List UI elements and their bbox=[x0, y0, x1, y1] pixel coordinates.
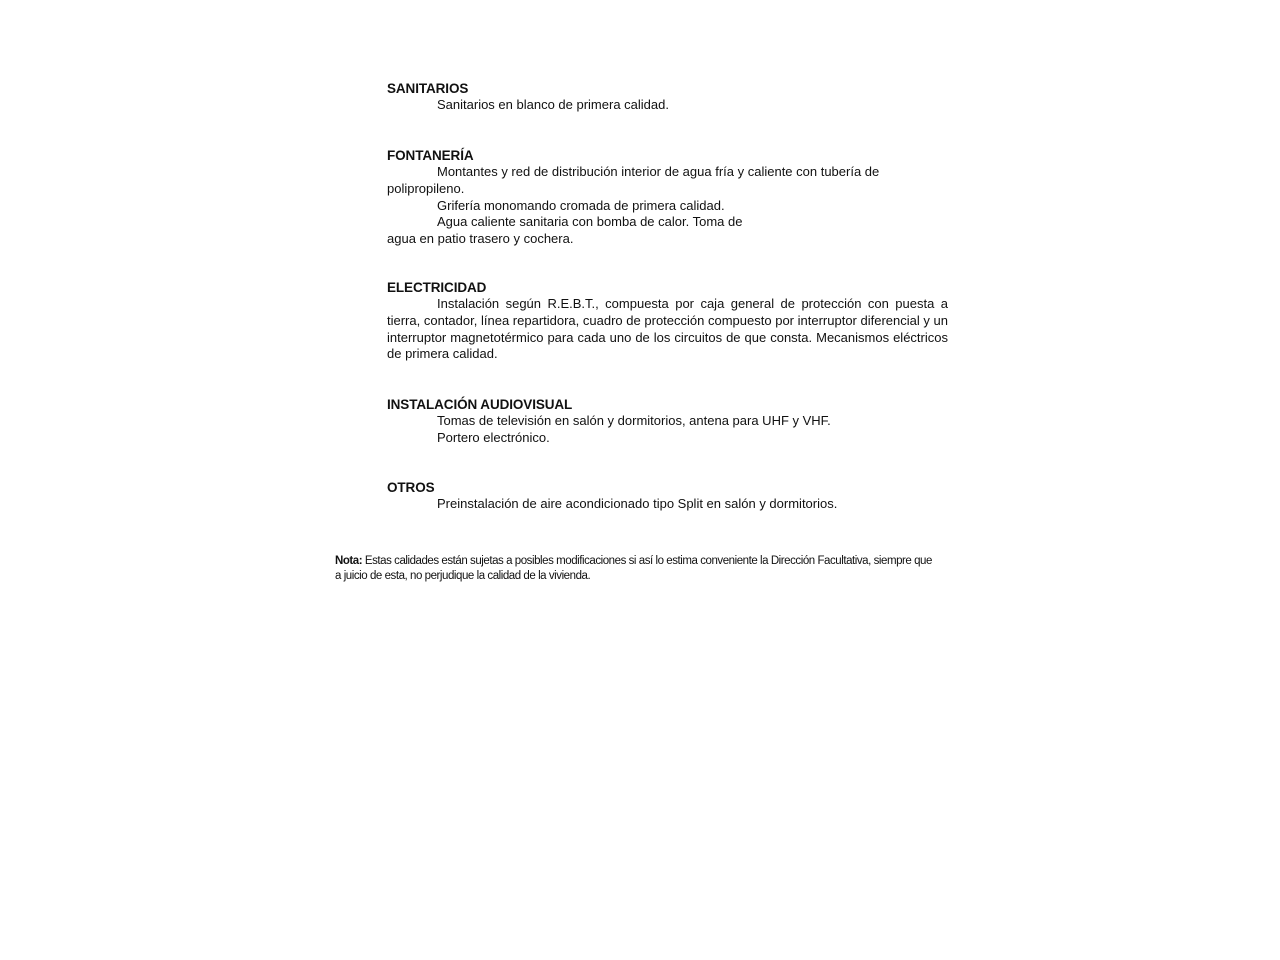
section-sanitarios bbox=[387, 80, 948, 114]
footnote bbox=[335, 554, 935, 583]
section-paragraph: Tomas de televisión en salón y dormitorios, antena para UHF y VHF. bbox=[437, 413, 831, 428]
footnote-text: Estas calidades están sujetas a posibles modificaciones si así lo estima conveniente la Dirección Facultativa, siempre que a juicio de esta, no perjudique la calidad de la vivienda. bbox=[335, 555, 932, 582]
section-title: FONTANERÍA bbox=[387, 148, 474, 163]
section-paragraph: Agua caliente sanitaria con bomba de calor. Toma de bbox=[437, 214, 743, 230]
section-title: INSTALACIÓN AUDIOVISUAL bbox=[387, 397, 573, 412]
section-paragraph: Preinstalación de aire acondicionado tipo Split en salón y dormitorios. bbox=[437, 496, 838, 511]
section-title: SANITARIOS bbox=[387, 81, 469, 96]
section-title: OTROS bbox=[387, 480, 435, 495]
section-paragraph: Instalación según R.E.B.T., compuesta por caja general de protección con puesta a tierra, contador, línea repartidora, cuadro de protección compuesto por interruptor diferencial y un interruptor magnetotérmico para cada uno de los circuitos de que consta. Mecanismos eléctricos de primera calidad. bbox=[387, 296, 948, 362]
section-fontaneria bbox=[387, 147, 948, 248]
section-paragraph: Grifería monomando cromada de primera calidad. bbox=[437, 197, 725, 213]
section-instalacion-audiovisual bbox=[387, 396, 948, 447]
footnote-label: Nota: bbox=[335, 555, 363, 567]
section-otros bbox=[387, 479, 948, 513]
section-paragraph: Portero electrónico. bbox=[437, 429, 550, 445]
section-paragraph: Montantes y red de distribución interior de agua fría y caliente con tubería de polipropileno. bbox=[387, 164, 880, 196]
section-paragraph: agua en patio trasero y cochera. bbox=[387, 231, 574, 247]
section-title: ELECTRICIDAD bbox=[387, 280, 487, 295]
section-paragraph: Sanitarios en blanco de primera calidad. bbox=[437, 97, 669, 112]
section-electricidad bbox=[387, 279, 948, 363]
